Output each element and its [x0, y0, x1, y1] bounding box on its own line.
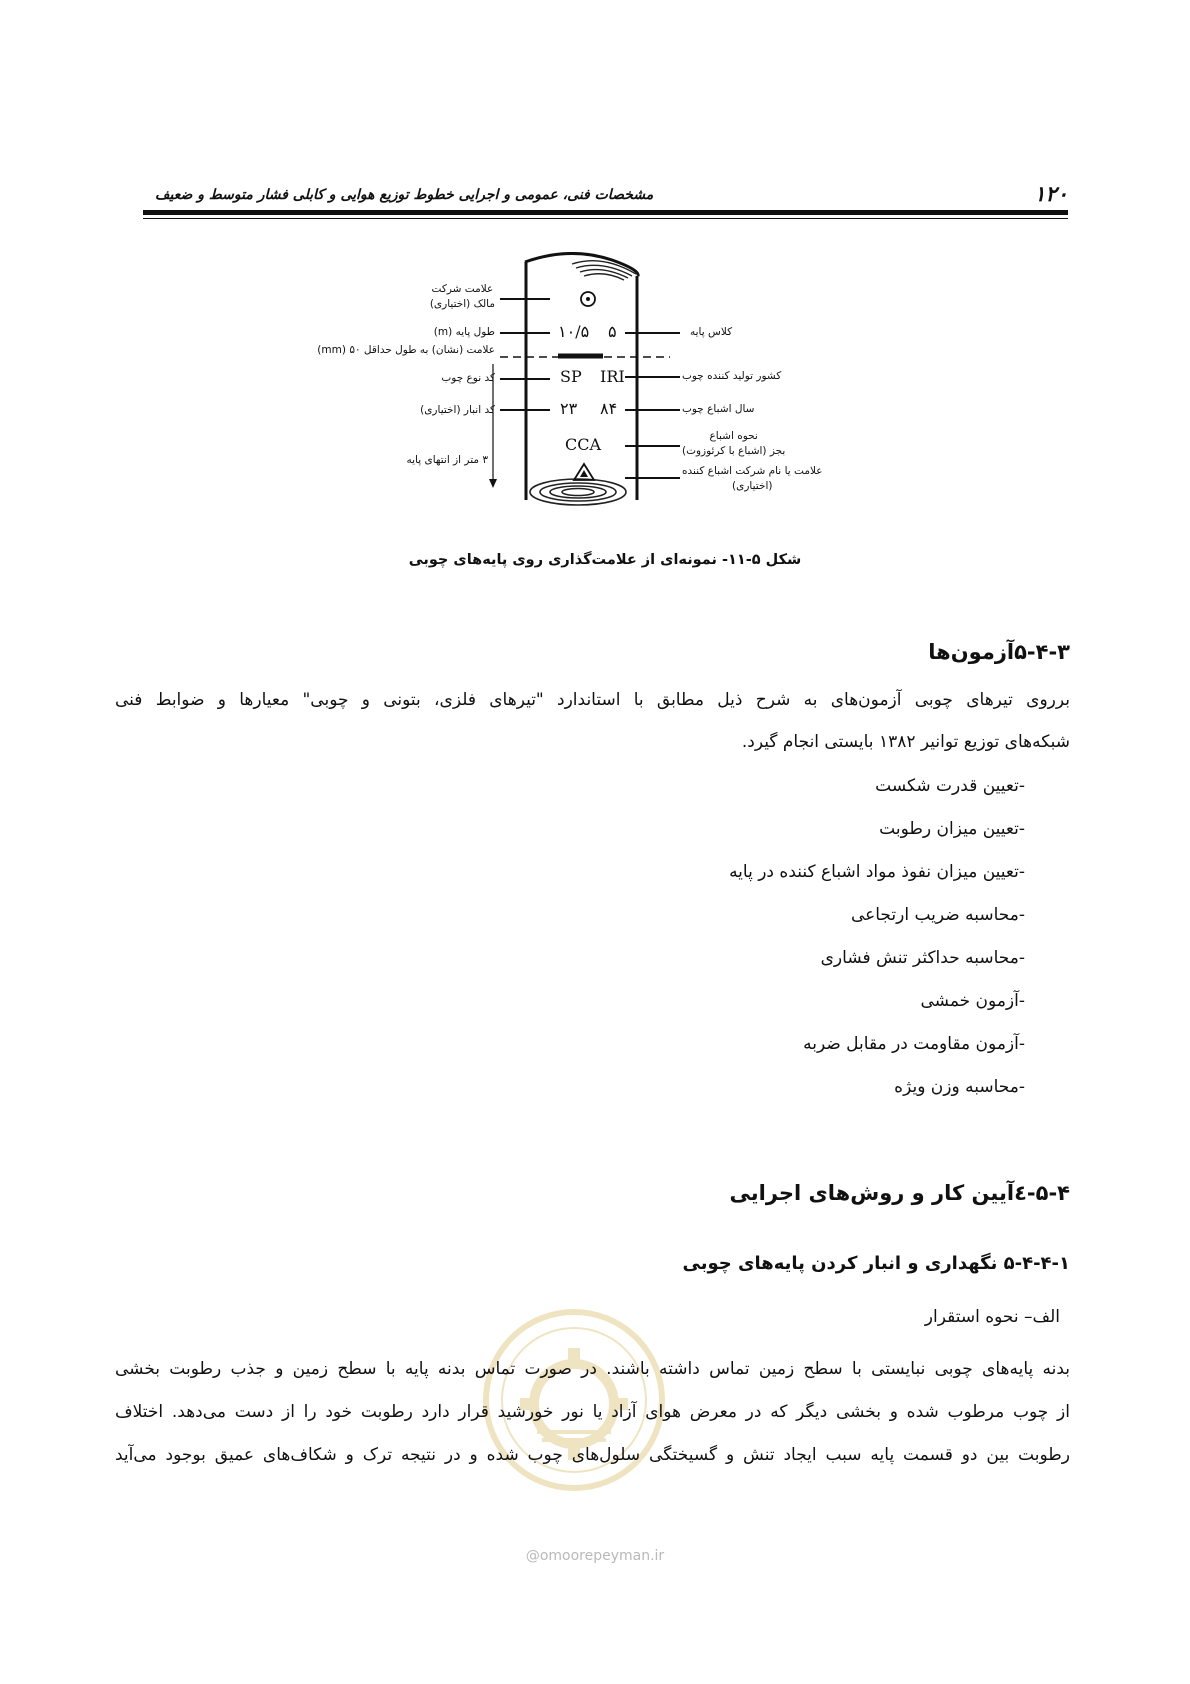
label-pole-class: کلاس پایه	[690, 326, 733, 338]
tests-intro-line2: شبکه‌های توزیع توانیر ۱۳۸۲ بایستی انجام گیرد.	[741, 732, 1070, 752]
mark-storage: ۲۳	[560, 399, 578, 418]
pole-marking-figure	[317, 252, 870, 542]
label-country: کشور تولید کننده چوب	[682, 370, 782, 382]
label-impregnation-method: نحوه اشباع بجز (اشباع با کرئوزوت)	[682, 430, 786, 457]
label-impregnation-year: سال اشباع چوب	[682, 403, 755, 415]
test-item: -محاسبه ضریب ارتجاعی	[850, 905, 1025, 925]
test-item: -آزمون مقاومت در مقابل ضربه	[803, 1034, 1025, 1054]
mark-wood: SP	[560, 367, 582, 386]
owner-symbol-icon	[581, 292, 595, 306]
tests-intro-line1: برروی تیرهای چوبی آزمون‌های به شرح ذیل مطابق با استاندارد "تیرهای فلزی، بتونی و چوبی" معیارها و ضوابط فنی	[115, 690, 1070, 710]
mark-country: IRI	[600, 367, 625, 386]
test-item: -تعیین میزان نفوذ مواد اشباع کننده در پایه	[729, 862, 1025, 882]
test-item: -آزمون خمشی	[920, 991, 1025, 1011]
running-header	[143, 182, 1068, 222]
page-number: ۱۲۰	[1034, 182, 1068, 206]
storage-para-line3: رطوبت بین دو قسمت پایه سبب ایجاد تنش و گسیختگی سلول‌های چوب شده و در نتیجه ترک و شکاف‌های عمیق بوجود می‌آید	[115, 1445, 1070, 1465]
watermark-logo	[482, 1308, 667, 1493]
label-wood-type-code: کد نوع چوب	[441, 372, 495, 384]
mark-method: CCA	[565, 435, 602, 454]
mark-class: ۵	[608, 322, 617, 341]
watermark-url: @omoorepeyman.ir	[525, 1548, 665, 1564]
label-owner-mark: علامت شرکت مالک (اختیاری)	[429, 283, 495, 310]
header-rule-thick	[143, 210, 1068, 215]
label-company-mark: علامت یا نام شرکت اشباع کننده (اختیاری)	[682, 465, 823, 492]
sub-item-placement: الف– نحوه استقرار	[924, 1307, 1060, 1327]
subsection-heading-storage: ۵-۴-۴-۱ نگهداری و انبار کردن پایه‌های چوبی	[682, 1253, 1070, 1274]
pole-top-edge	[525, 253, 638, 276]
pole-diagram	[340, 252, 870, 542]
test-item: -محاسبه حداکثر تنش فشاری	[820, 948, 1025, 968]
label-min-length-mark: علامت (نشان) به طول حداقل ۵۰ (mm)	[317, 344, 495, 356]
test-item: -محاسبه وزن ویژه	[894, 1077, 1025, 1097]
test-item: -تعیین میزان رطوبت	[879, 819, 1025, 839]
section-heading-procedures: ۵-۴-٤آیین کار و روش‌های اجرایی	[729, 1181, 1070, 1205]
test-item: -تعیین قدرت شکست	[875, 776, 1025, 796]
storage-para-line2: از چوب مرطوب شده و بخشی دیگر که در معرض هوای آزاد یا نور خورشید قرار دارد رطوبت خود را از دست می‌دهد. اختلاف	[115, 1402, 1070, 1422]
header-title: مشخصات فنی، عمومی و اجرایی خطوط توزیع هوایی و کابلی فشار متوسط و ضعیف	[155, 187, 654, 203]
header-rule-thin	[143, 218, 1068, 219]
mark-length: ۱۰/۵	[558, 322, 590, 341]
label-pole-length: طول پایه (m)	[433, 326, 495, 338]
mark-year: ۸۴	[600, 399, 618, 418]
storage-para-line1: بدنه پایه‌های چوبی نبایستی با سطح زمین تماس داشته باشند. در صورت تماس بدنه پایه با سطح زمین و جذب رطوبت بخشی	[115, 1359, 1070, 1379]
label-three-meters: ۳ متر از انتهای پایه	[406, 454, 488, 466]
label-storage-code: کد انبار (اختیاری)	[420, 404, 495, 416]
company-triangle-icon	[574, 464, 594, 480]
figure-caption: شکل ۵-۱۱- نمونه‌ای از علامت‌گذاری روی پایه‌های چوبی	[408, 552, 802, 568]
section-heading-tests: ۵-۴-۳آزمون‌ها	[928, 640, 1070, 664]
